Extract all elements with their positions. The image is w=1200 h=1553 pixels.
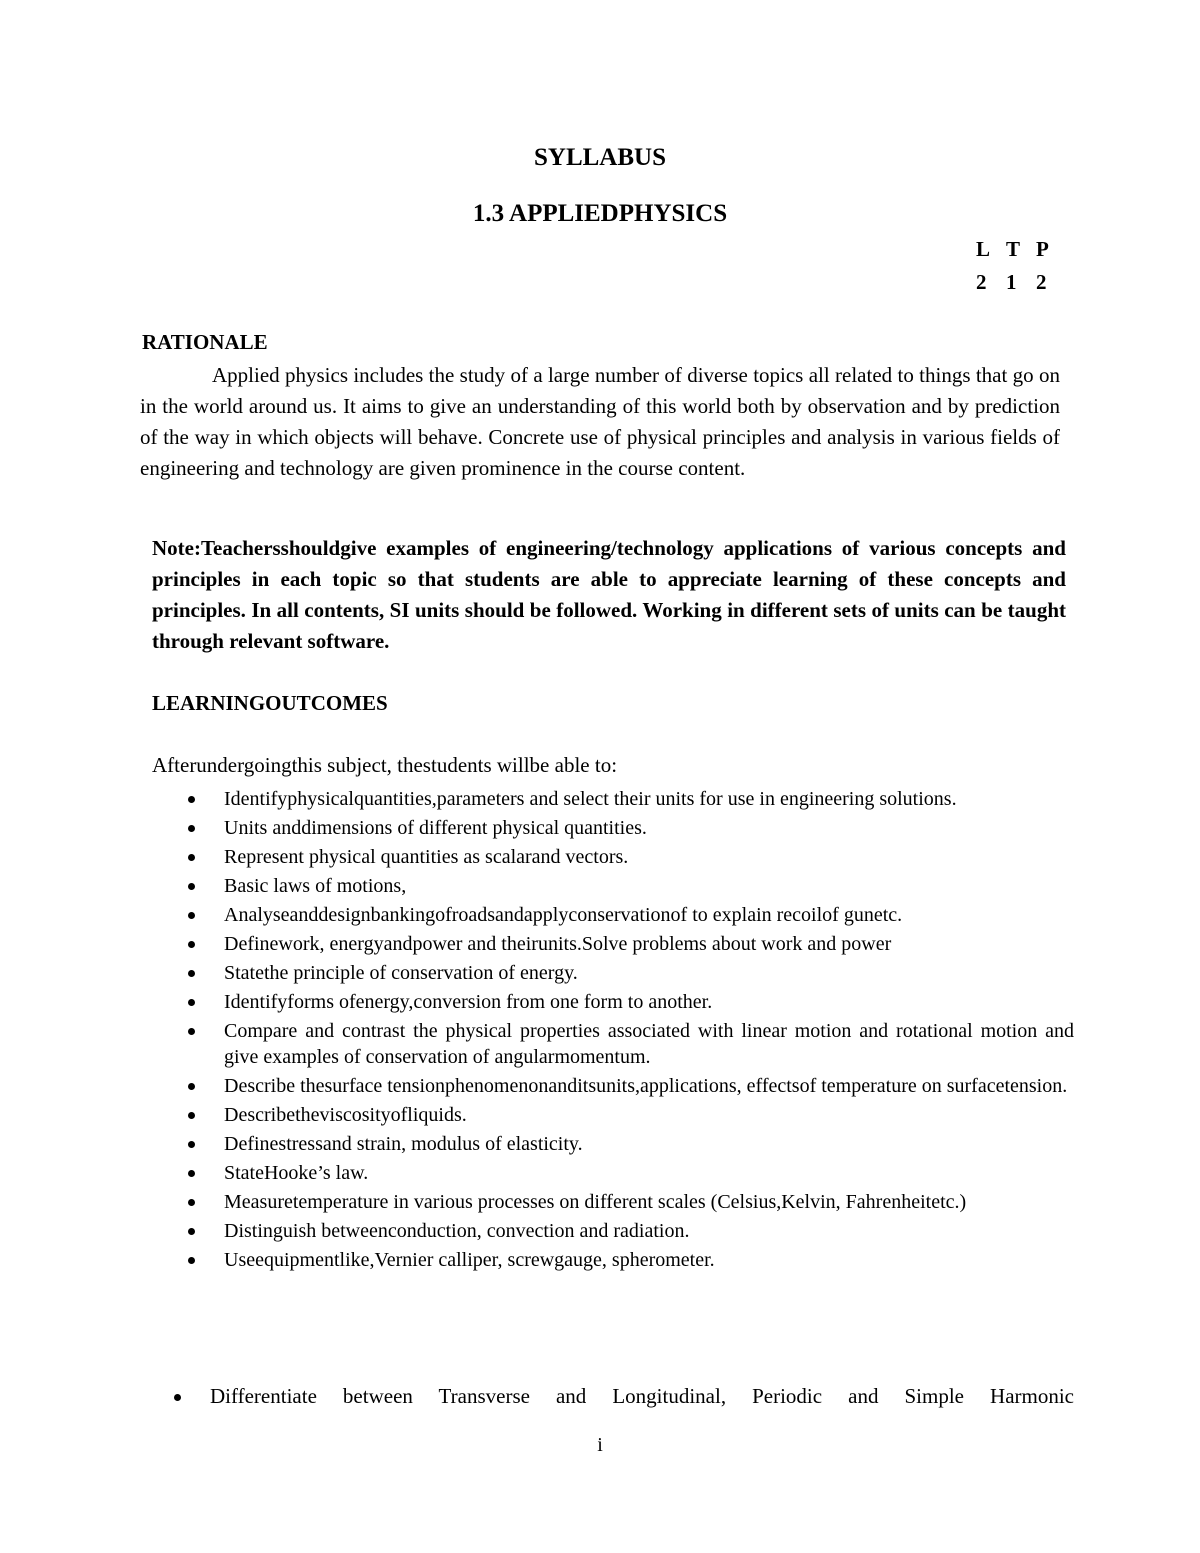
ltp-value-t: 1	[1006, 270, 1017, 294]
bullet-icon	[188, 1141, 195, 1148]
list-item-text: Differentiate between Transverse and Longitudinal, Periodic and Simple Harmonic	[210, 1384, 1074, 1408]
list-item-text: Statethe principle of conservation of energy.	[224, 962, 578, 984]
subject-title: 1.3 APPLIEDPHYSICS	[472, 200, 728, 227]
list-item-text: Describetheviscosityofliquids.	[224, 1104, 467, 1126]
list-item-text: Compare and contrast the physical properties associated with linear motion and rotational motion and give examples of conservation of angularmomentum.	[224, 1020, 1074, 1068]
list-item	[186, 1018, 1074, 1070]
ltp-value-row	[976, 270, 1066, 295]
bullet-icon	[188, 1170, 195, 1177]
list-item	[186, 1189, 1074, 1215]
bullet-icon	[188, 1228, 195, 1235]
list-item-text: Measuretemperature in various processes on different scales (Celsius,Kelvin, Fahrenheitetc.)	[224, 1191, 967, 1213]
bullet-icon	[188, 999, 195, 1006]
list-item	[186, 815, 1074, 841]
list-item-text: Definestressand strain, modulus of elasticity.	[224, 1133, 583, 1155]
list-item	[186, 1218, 1074, 1244]
bullet-icon	[188, 1083, 195, 1090]
bullet-icon	[174, 1394, 181, 1401]
bullet-icon	[188, 941, 195, 948]
ltp-value-p: 2	[1036, 270, 1047, 294]
bullet-icon	[188, 883, 195, 890]
bullet-icon	[188, 1112, 195, 1119]
teacher-note: Note:Teachersshouldgive examples of engineering/technology applications of various concepts and principles in each topic so that students are able to appreciate learning of these concepts and principles. In all contents, SI units should be followed. Working in different sets of units can be taught through relevant software.	[152, 536, 1066, 653]
ltp-header-p: P	[1036, 237, 1049, 261]
list-item-text: Units anddimensions of different physical quantities.	[224, 817, 647, 839]
bullet-icon	[188, 796, 195, 803]
list-item	[186, 1102, 1074, 1128]
bullet-icon	[188, 1028, 195, 1035]
list-item-text: Basic laws of motions,	[224, 875, 407, 897]
list-item-text: Definework, energyandpower and theirunits.Solve problems about work and power	[224, 933, 892, 955]
rationale-heading: RATIONALE	[142, 330, 268, 354]
learning-outcomes-intro: Afterundergoingthis subject, thestudents willbe able to:	[152, 753, 618, 777]
bullet-icon	[188, 912, 195, 919]
learning-outcomes-heading: LEARNINGOUTCOMES	[152, 691, 388, 715]
list-item-text: Useequipmentlike,Vernier calliper, screwgauge, spherometer.	[224, 1249, 715, 1271]
bullet-icon	[188, 854, 195, 861]
list-item	[186, 844, 1074, 870]
list-item	[186, 1073, 1074, 1099]
list-item	[172, 1384, 1074, 1409]
list-item	[186, 902, 1074, 928]
list-item	[186, 960, 1074, 986]
ltp-header-t: T	[1006, 237, 1021, 261]
list-item	[186, 1131, 1074, 1157]
list-item-text: Describe thesurface tensionphenomenonanditsunits,applications, effectsof temperature on surfacetension.	[224, 1075, 1068, 1097]
list-item-text: Identifyphysicalquantities,parameters and select their units for use in engineering solutions.	[224, 788, 957, 810]
learning-outcomes-list	[186, 786, 1074, 1276]
bullet-icon	[188, 970, 195, 977]
list-item-text: Analyseanddesignbankingofroadsandapplyconservationof to explain recoilof gunetc.	[224, 904, 903, 926]
list-item	[186, 873, 1074, 899]
list-item-text: StateHooke’s law.	[224, 1162, 369, 1184]
list-item	[186, 1160, 1074, 1186]
ltp-header-row	[976, 237, 1066, 262]
list-item	[186, 931, 1074, 957]
list-item-text: Identifyforms ofenergy,conversion from one form to another.	[224, 991, 713, 1013]
document-title: SYLLABUS	[534, 144, 666, 171]
list-item	[186, 989, 1074, 1015]
ltp-value-l: 2	[976, 270, 987, 294]
list-item	[186, 786, 1074, 812]
list-item-text: Represent physical quantities as scalarand vectors.	[224, 846, 629, 868]
ltp-header-l: L	[976, 237, 991, 261]
bullet-icon	[188, 1257, 195, 1264]
page-number: i	[597, 1434, 603, 1456]
bullet-icon	[188, 1199, 195, 1206]
list-item-text: Distinguish betweenconduction, convection and radiation.	[224, 1220, 690, 1242]
list-item	[186, 1247, 1074, 1273]
bullet-icon	[188, 825, 195, 832]
rationale-paragraph: Applied physics includes the study of a large number of diverse topics all related to things that go on in the world around us. It aims to give an understanding of this world both by observation and by prediction of the way in which objects will behave. Concrete use of physical principles and analysis in various fields of engineering and technology are given prominence in the course content.	[140, 363, 1060, 480]
